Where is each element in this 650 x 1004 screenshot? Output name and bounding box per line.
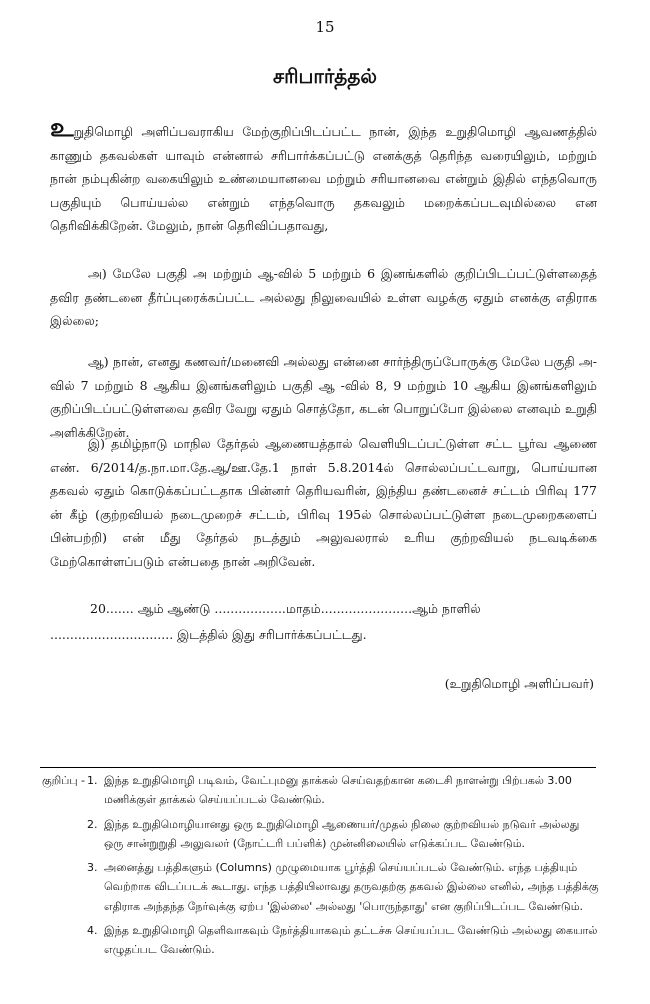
note-item — [87, 921, 602, 960]
note-item — [87, 858, 602, 916]
signature-label: (உறுதிமொழி அளிப்பவர்) — [444, 676, 594, 691]
note-item — [87, 815, 602, 854]
note-number: 4. — [87, 924, 98, 938]
note-number: 3. — [87, 861, 98, 875]
note-number: 1. — [87, 774, 98, 787]
declaration-paragraph — [50, 113, 597, 238]
notes-heading: குறிப்பு - — [42, 774, 86, 787]
clause-i: இ) தமிழ்நாடு மாநில தேர்தல் ஆணையத்தால் வெளியிடப்பட்டுள்ள சட்ட பூர்வ ஆணை எண். 6/2014/த.நா.மா.தே.ஆ/ஊ.தே.1 நாள் 5.8.2014ல் சொல்லப்பட்டவாறு, பொய்யான தகவல் ஏதும் கொடுக்கப்பட்டதாக பின்னர் தெரியவரின், இந்திய தண்டனைச் சட்டம் பிரிவு 177 ன் கீழ் (குற்றவியல் நடைமுறைச் சட்டம், பிரிவு 195ல் சொல்லப்பட்டுள்ள நடைமுறைகளைப் பின்பற்றி) என் மீது தேர்தல் நடத்தும் அலுவலரால் உரிய குற்றவியல் நடவடிக்கை மேற்கொள்ளப்படும் என்பதை நான் அறிவேன். — [50, 436, 597, 569]
clause-a: அ) மேலே பகுதி அ மற்றும் ஆ-வில் 5 மற்றும் 6 இனங்களில் குறிப்பிடப்பட்டுள்ளதைத் தவிர தண்டனை தீர்ப்புரைக்கப்பட்ட அல்லது நிலுவையில் உள்ள வழக்கு ஏதும் எனக்கு எதிராக இல்லை; — [50, 266, 597, 329]
date-line-2: ............................... இடத்தில் இது சரிபார்க்கப்பட்டது. — [50, 627, 367, 642]
note-text: அனைத்து பத்திகளும் (Columns) முழுமையாக பூர்த்தி செய்யப்படல் வேண்டும். எந்த பத்தியும் வெற்றாக விடப்படக் கூடாது. எந்த பத்தியிலாவது தருவதற்கு தகவல் இல்லை எனில், அந்த பத்திக்கு எதிராக அந்தந்த நேர்வுக்கு ஏற்ப 'இல்லை' அல்லது 'பொருந்தாது' என குறிப்பிடப்பட வேண்டும். — [104, 861, 599, 913]
note-text: இந்த உறுதிமொழி படிவம், வேட்புமனு தாக்கல் செய்வதற்கான கடைசி நாளன்று பிற்பகல் 3.00 மணிக்குள் தாக்கல் செய்யப்படல் வேண்டும். — [104, 774, 572, 807]
clause-aa: ஆ) நான், எனது கணவர்/மனைவி அல்லது என்னை சார்ந்திருப்போருக்கு மேலே பகுதி அ-வில் 7 மற்றும் 8 ஆகிய இனங்களிலும் பகுதி ஆ -வில் 8, 9 மற்றும் 10 ஆகிய இனங்களிலும் குறிப்பிடப்பட்டுள்ளவை தவிர வேறு ஏதும் சொத்தோ, கடன் பொறுப்போ இல்லை எனவும் உறுதி அளிக்கிறேன். — [50, 354, 597, 440]
drop-cap: உ — [50, 113, 74, 143]
notes-section — [42, 771, 602, 965]
note-text: இந்த உறுதிமொழியானது ஒரு உறுதிமொழி ஆணையர்/முதல் நிலை குற்றவியல் நடுவர் அல்லது ஒரு சான்றுறுதி அலுவலர் (நோட்டரி பப்ளிக்) முன்னிலையில் எடுக்கப்பட வேண்டும். — [104, 817, 580, 850]
page-number: 15 — [315, 18, 335, 36]
declaration-text: றுதிமொழி அளிப்பவராகிய மேற்குறிப்பிடப்பட்ட நான், இந்த உறுதிமொழி ஆவணத்தில் காணும் தகவல்கள் யாவும் என்னால் சரிபார்க்கப்பட்டு எனக்குத் தெரிந்த வரையிலும், மற்றும் நான் நம்புகின்ற வகையிலும் உண்மையானவை மற்றும் சரியானவை என்றும் இதில் எந்தவொரு பகுதியும் பொய்யல்ல என்றும் எந்தவொரு தகவலும் மறைக்கப்படவுமில்லை என தெரிவிக்கிறேன். மேலும், நான் தெரிவிப்பதாவது, — [50, 124, 597, 234]
note-text: இந்த உறுதிமொழி தெளிவாகவும் நேர்த்தியாகவும் தட்டச்சு செய்யப்பட வேண்டும் அல்லது கையால் எழுதப்பட வேண்டும். — [104, 924, 598, 957]
note-number: 2. — [87, 817, 98, 831]
divider — [40, 767, 596, 768]
page-title: சரிபார்த்தல் — [273, 64, 377, 88]
date-line-1: 20....... ஆம் ஆண்டு ..................மாதம்.......................ஆம் நாளில் — [90, 601, 481, 616]
date-place-line — [50, 596, 597, 648]
note-item — [87, 771, 602, 810]
